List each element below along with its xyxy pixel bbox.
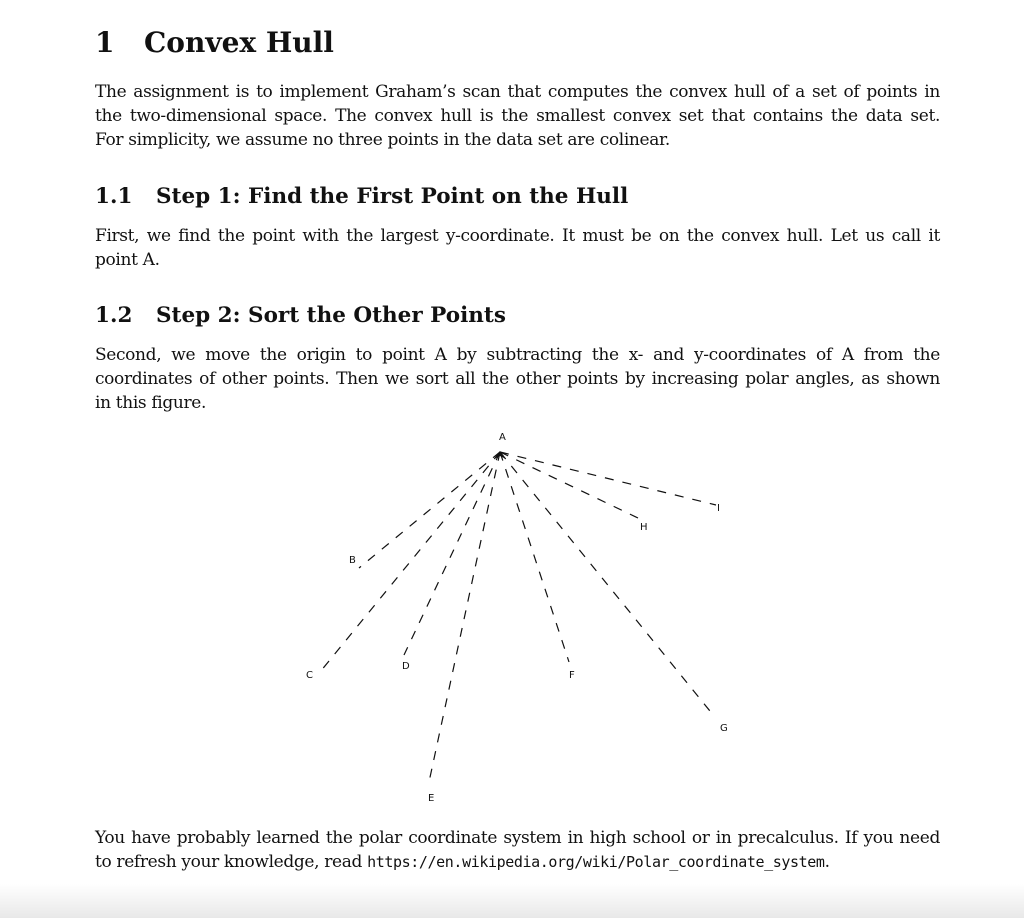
- closing-line: You have probably learned the polar coordinate system in high school or in precalculus. If you need: [95, 828, 940, 848]
- intro-line: For simplicity, we assume no three points in the data set are colinear.: [95, 130, 670, 150]
- closing-line-2: [95, 850, 940, 874]
- page-bottom-shadow: [0, 884, 1024, 918]
- subsection-number: 1.1: [95, 184, 133, 209]
- point-label-i: I: [717, 503, 720, 514]
- step2-line: in this figure.: [95, 393, 207, 413]
- point-label-f: F: [569, 670, 575, 681]
- point-label-b: B: [349, 555, 356, 566]
- ray-a-d: [404, 452, 500, 655]
- step1-line: First, we find the point with the largest y-coordinate. It must be on the convex hull. Let us call it: [95, 226, 940, 246]
- ray-a-f: [500, 452, 569, 662]
- closing-paragraph: [95, 826, 940, 874]
- subsection-title: Step 2: Sort the Other Points: [156, 303, 506, 328]
- wikipedia-link[interactable]: https://en.wikipedia.org/wiki/Polar_coordinate_system: [367, 853, 825, 871]
- ray-a-b: [359, 452, 500, 568]
- point-label-d: D: [402, 661, 410, 672]
- point-label-h: H: [640, 522, 648, 533]
- subsection-title: Step 1: Find the First Point on the Hull: [156, 184, 629, 209]
- step2-line: Second, we move the origin to point A by subtracting the x- and y-coordinates of A from the: [95, 345, 940, 365]
- section-number: 1: [95, 26, 115, 59]
- step2-line: coordinates of other points. Then we sort all the other points by increasing polar angles, as shown: [95, 369, 940, 389]
- point-label-c: C: [306, 670, 313, 681]
- ray-a-h: [500, 452, 638, 518]
- ray-a-c: [320, 452, 500, 672]
- point-label-g: G: [720, 723, 728, 734]
- subsection-number: 1.2: [95, 303, 133, 328]
- intro-line: the two-dimensional space. The convex hull is the smallest convex set that contains the data set.: [95, 106, 940, 126]
- ray-a-g: [500, 452, 714, 716]
- section-title: Convex Hull: [144, 26, 334, 59]
- closing-suffix: .: [824, 852, 830, 872]
- step1-line: point A.: [95, 250, 160, 270]
- ray-lines: [320, 452, 716, 782]
- point-label-a: A: [499, 432, 506, 443]
- intro-line: The assignment is to implement Graham’s scan that computes the convex hull of a set of points in: [95, 82, 940, 102]
- closing-prefix: to refresh your knowledge, read: [95, 852, 363, 872]
- point-label-e: E: [428, 793, 435, 804]
- ray-a-i: [500, 452, 716, 505]
